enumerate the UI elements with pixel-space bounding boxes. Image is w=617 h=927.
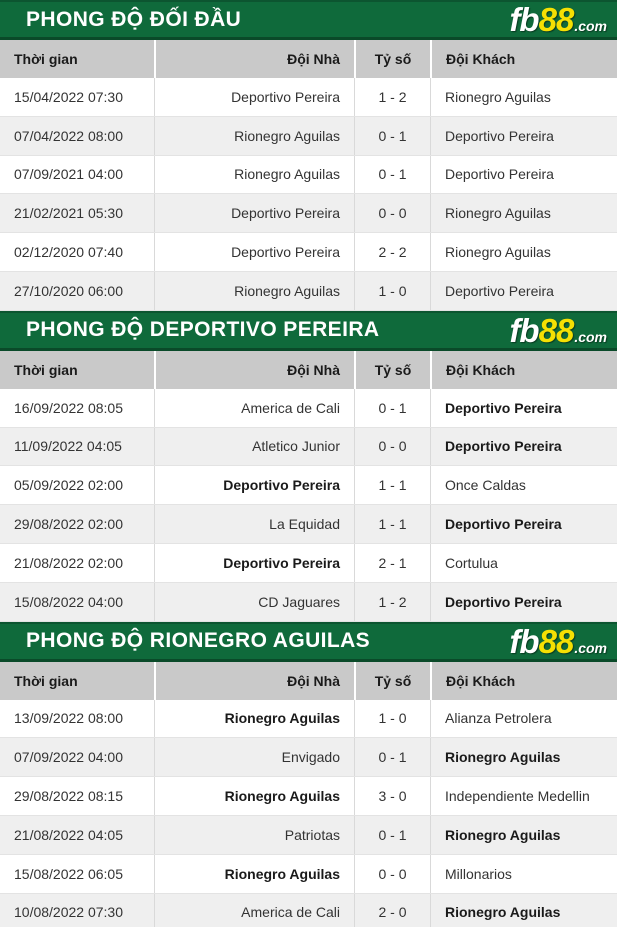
column-header-score: Tỷ số	[354, 662, 430, 700]
away-team: Deportivo Pereira	[430, 117, 617, 155]
match-time: 07/09/2021 04:00	[14, 166, 123, 183]
section-title: PHONG ĐỘ ĐỐI ĐẦU	[26, 7, 242, 31]
home-team: La Equidad	[154, 505, 354, 543]
match-time: 27/10/2020 06:00	[14, 282, 123, 299]
away-team: Deportivo Pereira	[430, 428, 617, 466]
table-body	[0, 78, 617, 311]
table-row	[0, 156, 617, 195]
table-body	[0, 389, 617, 622]
away-team: Alianza Petrolera	[430, 700, 617, 738]
home-team: Rionegro Aguilas	[154, 777, 354, 815]
column-header-score: Tỷ số	[354, 40, 430, 78]
table-row	[0, 700, 617, 739]
logo-88-text: 88	[538, 311, 574, 349]
stats-section	[0, 622, 617, 927]
table-row	[0, 233, 617, 272]
table-row	[0, 544, 617, 583]
table-row	[0, 78, 617, 117]
logo-com-text: .com	[574, 328, 607, 345]
column-header-away: Đội Khách	[430, 40, 617, 78]
match-time: 15/08/2022 04:00	[14, 593, 123, 610]
table-row	[0, 466, 617, 505]
logo-fb-text: fb	[509, 622, 539, 660]
match-score: 1 - 0	[354, 272, 430, 310]
table-row	[0, 855, 617, 894]
fb88-logo[interactable]	[509, 3, 607, 36]
column-header-home: Đội Nhà	[154, 351, 354, 389]
home-team: Envigado	[154, 738, 354, 776]
table-row	[0, 272, 617, 311]
match-time: 13/09/2022 08:00	[14, 710, 123, 727]
home-team: Rionegro Aguilas	[154, 156, 354, 194]
home-team: America de Cali	[154, 389, 354, 427]
match-time: 11/09/2022 04:05	[14, 438, 122, 455]
away-team: Rionegro Aguilas	[430, 78, 617, 116]
away-team: Independiente Medellin	[430, 777, 617, 815]
match-score: 1 - 0	[354, 700, 430, 738]
match-time: 02/12/2020 07:40	[14, 244, 123, 261]
column-header-home: Đội Nhà	[154, 40, 354, 78]
away-team: Deportivo Pereira	[430, 272, 617, 310]
match-time: 29/08/2022 02:00	[14, 516, 123, 533]
match-score: 2 - 2	[354, 233, 430, 271]
home-team: Deportivo Pereira	[154, 233, 354, 271]
match-score: 0 - 1	[354, 816, 430, 854]
away-team: Rionegro Aguilas	[430, 738, 617, 776]
match-score: 2 - 1	[354, 544, 430, 582]
match-score: 0 - 1	[354, 738, 430, 776]
logo-88-text: 88	[538, 1, 574, 38]
table-body	[0, 700, 617, 927]
match-time: 21/02/2021 05:30	[14, 205, 123, 222]
home-team: Deportivo Pereira	[154, 466, 354, 504]
away-team: Rionegro Aguilas	[430, 233, 617, 271]
home-team: Patriotas	[154, 816, 354, 854]
away-team: Deportivo Pereira	[430, 389, 617, 427]
stats-section	[0, 0, 617, 311]
table-row	[0, 894, 617, 927]
away-team: Millonarios	[430, 855, 617, 893]
table-row	[0, 194, 617, 233]
column-header-time: Thời gian	[14, 361, 78, 378]
table-row	[0, 117, 617, 156]
home-team: CD Jaguares	[154, 583, 354, 621]
fb88-logo[interactable]	[509, 622, 607, 660]
section-title: PHONG ĐỘ RIONEGRO AGUILAS	[26, 629, 371, 653]
match-score: 3 - 0	[354, 777, 430, 815]
match-score: 1 - 2	[354, 583, 430, 621]
match-time: 16/09/2022 08:05	[14, 399, 123, 416]
logo-fb-text: fb	[509, 1, 539, 38]
home-team: Rionegro Aguilas	[154, 855, 354, 893]
home-team: Rionegro Aguilas	[154, 272, 354, 310]
section-title: PHONG ĐỘ DEPORTIVO PEREIRA	[26, 318, 380, 342]
match-time: 29/08/2022 08:15	[14, 788, 123, 805]
home-team: Deportivo Pereira	[154, 78, 354, 116]
match-score: 0 - 0	[354, 194, 430, 232]
home-team: Rionegro Aguilas	[154, 700, 354, 738]
logo-com-text: .com	[574, 639, 607, 656]
away-team: Rionegro Aguilas	[430, 894, 617, 927]
match-time: 21/08/2022 02:00	[14, 554, 123, 571]
table-row	[0, 389, 617, 428]
table-header-row	[0, 40, 617, 78]
section-header-bar	[0, 0, 617, 40]
match-score: 0 - 0	[354, 855, 430, 893]
column-header-away: Đội Khách	[430, 662, 617, 700]
match-time: 15/08/2022 06:05	[14, 865, 123, 882]
home-team: Deportivo Pereira	[154, 194, 354, 232]
away-team: Cortulua	[430, 544, 617, 582]
away-team: Deportivo Pereira	[430, 156, 617, 194]
table-header-row	[0, 351, 617, 389]
column-header-away: Đội Khách	[430, 351, 617, 389]
column-header-time: Thời gian	[14, 672, 78, 689]
away-team: Rionegro Aguilas	[430, 816, 617, 854]
table-row	[0, 428, 617, 467]
match-time: 07/09/2022 04:00	[14, 749, 123, 766]
logo-fb-text: fb	[509, 311, 539, 349]
match-score: 1 - 1	[354, 505, 430, 543]
match-time: 21/08/2022 04:05	[14, 826, 123, 843]
away-team: Deportivo Pereira	[430, 583, 617, 621]
match-time: 10/08/2022 07:30	[14, 904, 123, 921]
match-score: 0 - 1	[354, 156, 430, 194]
home-team: Atletico Junior	[154, 428, 354, 466]
table-row	[0, 816, 617, 855]
home-team: Rionegro Aguilas	[154, 117, 354, 155]
match-time: 05/09/2022 02:00	[14, 477, 123, 494]
table-row	[0, 583, 617, 622]
table-row	[0, 777, 617, 816]
column-header-time: Thời gian	[14, 51, 78, 67]
section-header-bar	[0, 311, 617, 351]
match-score: 1 - 1	[354, 466, 430, 504]
stats-section	[0, 311, 617, 622]
home-team: Deportivo Pereira	[154, 544, 354, 582]
column-header-home: Đội Nhà	[154, 662, 354, 700]
match-score: 0 - 0	[354, 428, 430, 466]
match-time: 07/04/2022 08:00	[14, 127, 123, 144]
match-score: 0 - 1	[354, 389, 430, 427]
table-header-row	[0, 662, 617, 700]
table-row	[0, 505, 617, 544]
match-time: 15/04/2022 07:30	[14, 88, 123, 105]
logo-88-text: 88	[538, 622, 574, 660]
match-score: 0 - 1	[354, 117, 430, 155]
fb88-logo[interactable]	[509, 311, 607, 349]
table-row	[0, 738, 617, 777]
match-score: 1 - 2	[354, 78, 430, 116]
match-score: 2 - 0	[354, 894, 430, 927]
logo-com-text: .com	[574, 18, 607, 34]
section-header-bar	[0, 622, 617, 662]
home-team: America de Cali	[154, 894, 354, 927]
away-team: Rionegro Aguilas	[430, 194, 617, 232]
away-team: Once Caldas	[430, 466, 617, 504]
away-team: Deportivo Pereira	[430, 505, 617, 543]
column-header-score: Tỷ số	[354, 351, 430, 389]
